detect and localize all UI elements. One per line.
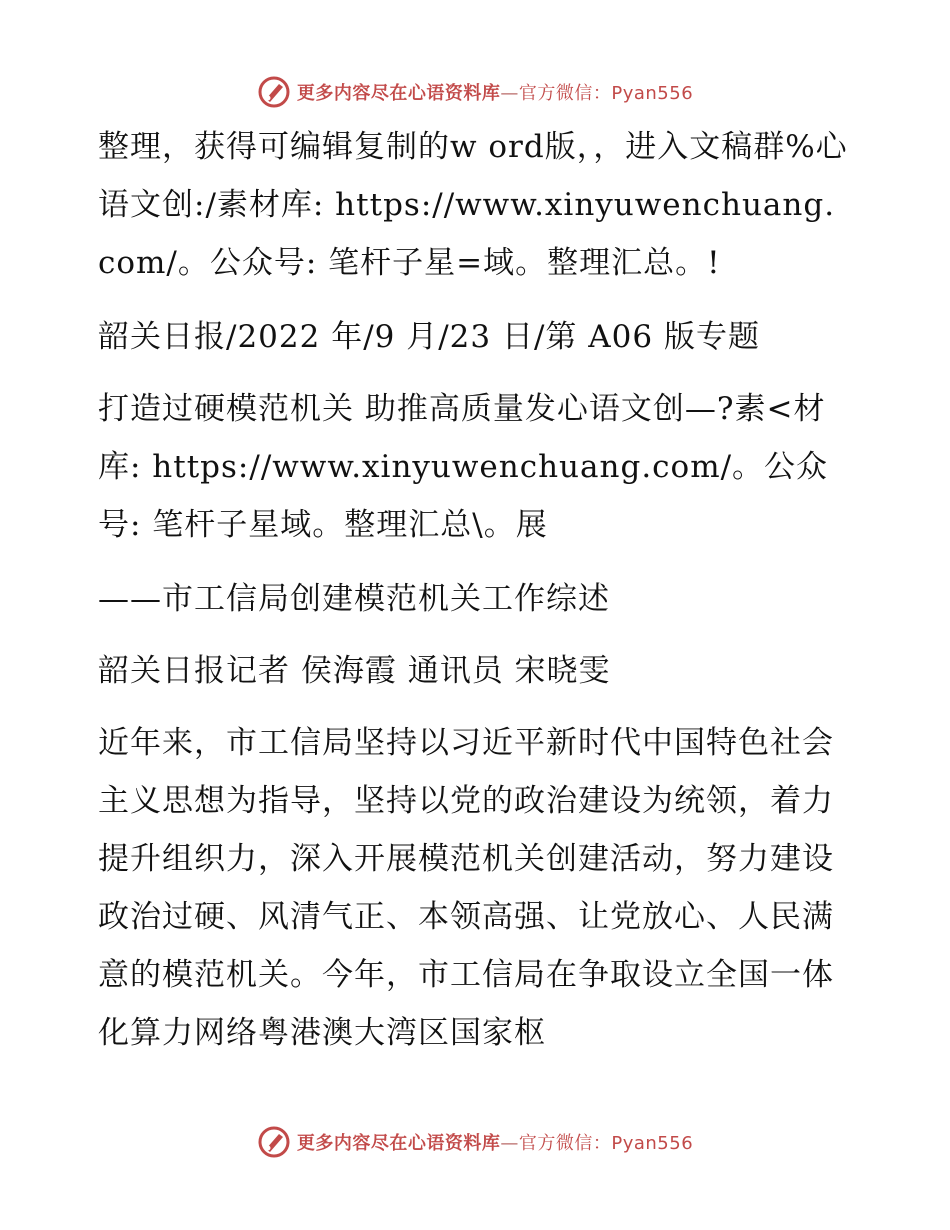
document-body (98, 118, 850, 1078)
pen-circle-logo-icon (257, 75, 291, 109)
watermark-dash: — (500, 83, 519, 104)
watermark-text (297, 79, 693, 105)
footer-watermark (0, 1120, 950, 1164)
paragraph-subtitle: ——市工信局创建模范机关工作综述 (98, 581, 610, 617)
paragraph-source-line: 韶关日报/2022 年/9 月/23 日/第 A06 版专题 (98, 319, 760, 355)
watermark-brand: 更多内容尽在心语资料库 (296, 83, 501, 104)
paragraph-byline: 韶关日报记者 侯海霞 通讯员 宋晓雯 (98, 653, 611, 689)
paragraph-intro-notice: 整理，获得可编辑复制的w ord版，，进入文稿群%心语文创:/素材库: https://www.xinyuwenchuang.com/。公众号: 笔杆子星=域。整理汇总。! (98, 129, 848, 281)
paragraph-body: 近年来，市工信局坚持以习近平新时代中国特色社会主义思想为指导，坚持以党的政治建设为统领，着力提升组织力，深入开展模范机关创建活动，努力建设政治过硬、风清气正、本领高强、让党放心、人民满意的模范机关。今年，市工信局在争取设立全国一体化算力网络粤港澳大湾区国家枢 (98, 725, 834, 1051)
watermark-wechat: 官方微信：Pyan556 (518, 83, 694, 104)
watermark-wechat: 官方微信：Pyan556 (518, 1133, 694, 1154)
pen-circle-logo-icon (257, 1125, 291, 1159)
watermark-text (297, 1129, 693, 1155)
paragraph-article-title: 打造过硬模范机关 助推高质量发心语文创—?素<材库: https://www.xinyuwenchuang.com/。公众号: 笔杆子星域。整理汇总\。展 (98, 391, 829, 543)
header-watermark (0, 70, 950, 114)
watermark-brand: 更多内容尽在心语资料库 (296, 1133, 501, 1154)
watermark-dash: — (500, 1133, 519, 1154)
